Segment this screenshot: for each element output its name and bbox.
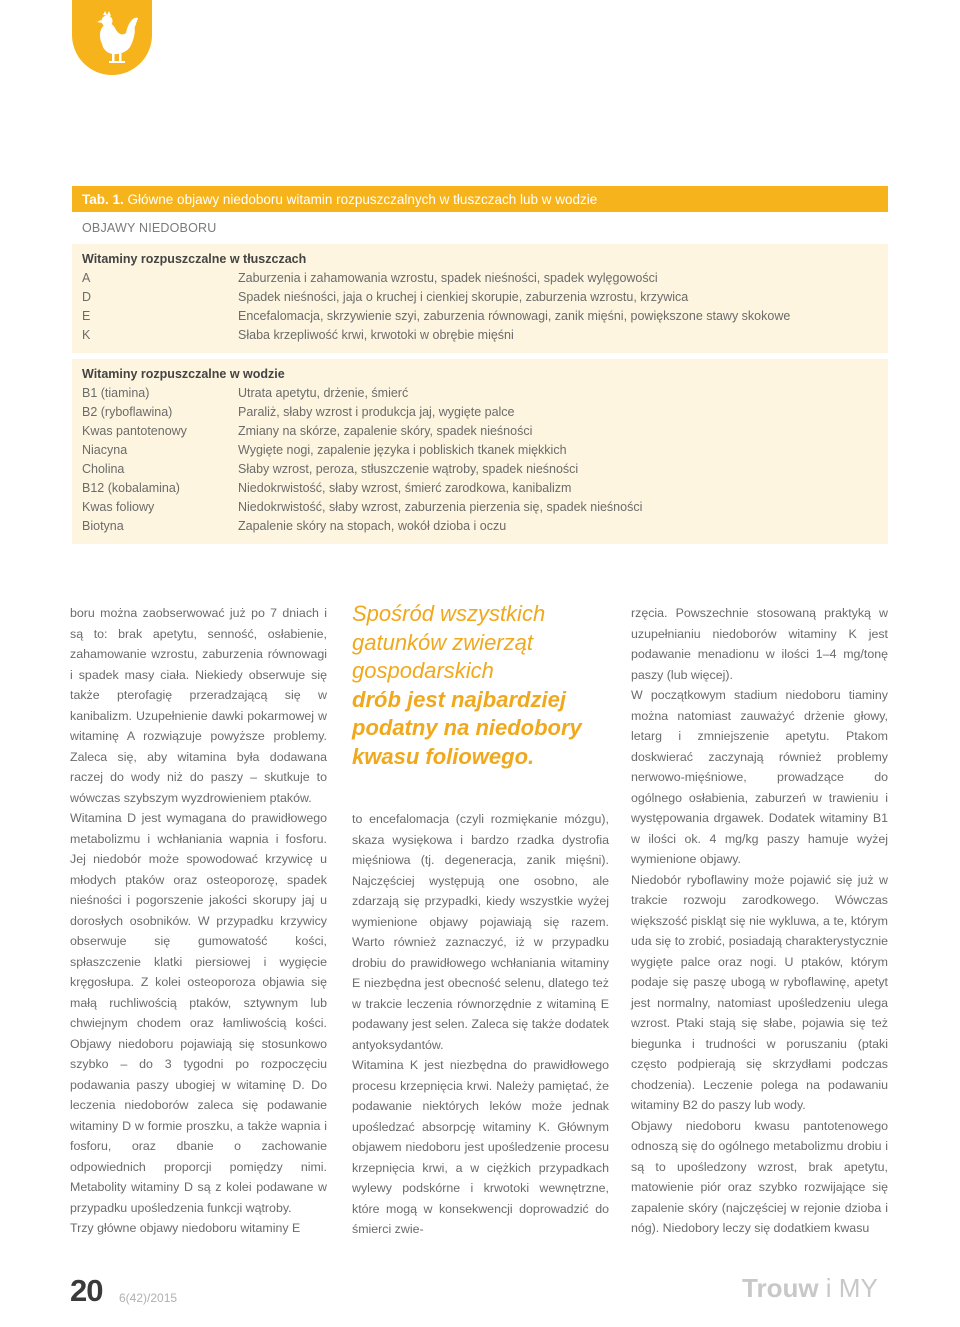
deficiency-symptoms: Słaba krzepliwość krwi, krwotoki w obrębie mięśni — [238, 328, 514, 342]
table-row — [82, 326, 878, 345]
vitamin-name: Biotyna — [82, 519, 124, 533]
brand-logo — [742, 1273, 878, 1304]
section-title: Witaminy rozpuszczalne w wodzie — [82, 367, 285, 381]
vitamin-name: Kwas pantotenowy — [82, 424, 187, 438]
paragraph: boru można zaobserwować już po 7 dniach i są to: brak apetytu, senność, osłabienie, zahamowanie wzrostu, zaburzenia równowagi i spadek masy ciała. Niekiedy obserwuje się także pterofagię przeradzającą się w kanibalizm. Uzupełnienie dawki pokarmowej w witaminę A rozwiązuje powyższe problemy. Zaleca się, aby witamina była dodawana raczej do wody niż do paszy – skutkuje to wówczas szybszym wyzdrowieniem ptaków. — [70, 606, 327, 805]
vitamin-name: B1 (tiamina) — [82, 386, 150, 400]
vitamin-deficiency-table — [72, 186, 888, 544]
article-column-1 — [70, 603, 327, 1239]
table-caption-number: Tab. 1. — [82, 192, 124, 207]
article-column-3 — [631, 603, 888, 1239]
table-row — [82, 269, 878, 288]
pull-quote-line-1: Spośród wszystkich gatunków zwierząt gospodarskich — [352, 601, 546, 683]
deficiency-symptoms: Zaburzenia i zahamowania wzrostu, spadek nieśności, spadek wylęgowości — [238, 271, 658, 285]
deficiency-symptoms: Niedokrwistość, słaby wzrost, śmierć zarodkowa, kanibalizm — [238, 481, 572, 495]
vitamin-name: K — [82, 328, 91, 342]
deficiency-symptoms: Słaby wzrost, peroza, stłuszczenie wątroby, spadek nieśności — [238, 462, 579, 476]
issue-number: 6(42)/2015 — [119, 1291, 178, 1305]
paragraph: Witamina K jest niezbędna do prawidłowego procesu krzepnięcia krwi. Należy pamiętać, że podawanie niektórych leków może jednak upośledzać absorpcję witaminy K. Głównym objawem niedoboru jest upośledzenie procesu krzepnięcia krwi, a w ciężkich przypadkach wylewy podskórne i krwotoki wewnętrzne, które mogą w konsekwencji doprowadzić do śmierci zwie- — [352, 1058, 609, 1236]
vitamin-name: Niacyna — [82, 443, 128, 457]
deficiency-symptoms: Zapalenie skóry na stopach, wokół dzioba i oczu — [238, 519, 507, 533]
table-row — [82, 498, 878, 517]
table-row — [82, 288, 878, 307]
brand-name-bold: Trouw — [742, 1273, 819, 1303]
water-soluble-section — [72, 359, 888, 544]
article-column-2 — [352, 809, 609, 1240]
paragraph: to encefalomacja (czyli rozmiękanie mózgu), skaza wysiękowa i bardzo rzadka dystrofia mięśniowa (tj. degeneracja, zanik mięśni). Najczęściej występują one osobno, ale zdarzają się przypadki, kiedy wszystkie wyżej wymienione objawy pojawiają się razem. Warto również zaznaczyć, iż w przypadku drobiu do prawidłowego wchłaniania witaminy E niezbędna jest obecność selenu, dlatego też w trakcie leczenia równorzędnie z witaminą E podawany jest selen. Zaleca się także dodatek antyoksydantów. — [352, 812, 609, 1052]
table-caption — [72, 186, 888, 212]
paragraph: Niedobór ryboflawiny może pojawić się już w trakcie rozwoju zarodkowego. Wówczas większość piskląt się nie wykluwa, a te, którym uda się to zrobić, posiadają charakterystycznie wygięte palce oraz nogi. U ptaków, którym podaje się paszę ubogą w ryboflawinę, apetyt jest normalny, natomiast upośledzeniu ulega wzrost. Ptaki stają się słabe, pojawia się też biegunka i trudności w poruszaniu (ptaki często podpierają się skrzydłami podczas chodzenia). Leczenie polega na podawaniu witaminy B2 do paszy lub wody. — [631, 872, 888, 1112]
table-row — [82, 460, 878, 479]
table-row — [82, 422, 878, 441]
pull-quote-line-2: drób jest najbardziej podatny na niedobory kwasu foliowego. — [352, 686, 582, 769]
pull-quote — [352, 600, 602, 771]
vitamin-name: B12 (kobalamina) — [82, 481, 180, 495]
table-column-header: OBJAWY NIEDOBORU — [82, 221, 217, 235]
vitamin-name: Kwas foliowy — [82, 500, 155, 514]
fat-soluble-section — [72, 244, 888, 353]
paragraph: rzęcia. Powszechnie stosowaną praktyką w uzupełnianiu niedoborów witaminy K jest podawanie menadionu w ilości 1–4 mg/tonę paszy (lub więcej). — [631, 606, 888, 682]
brand-name-rest: i MY — [818, 1273, 878, 1303]
deficiency-symptoms: Spadek nieśności, jaja o kruchej i cienkiej skorupie, zaburzenia wzrostu, krzywica — [238, 290, 689, 304]
deficiency-symptoms: Paraliż, słaby wzrost i produkcja jaj, wygięte palce — [238, 405, 515, 419]
table-row — [82, 441, 878, 460]
table-row — [82, 517, 878, 536]
rooster-icon — [72, 0, 152, 75]
deficiency-symptoms: Zmiany na skórze, zapalenie skóry, spadek nieśności — [238, 424, 533, 438]
vitamin-name: E — [82, 309, 91, 323]
paragraph: W początkowym stadium niedoboru tiaminy można natomiast zauważyć drżenie głowy, letarg i zmniejszenie apetytu. Ptakom doskwierać zaczynają również problemy nerwowo-mięśniowe, prowadzące do ogólnego osłabienia, zaburzeń w trawieniu i występowania drgawek. Dodatek witaminy B1 w ilości ok. 4 mg/kg paszy hamuje wyżej wymienione objawy. — [631, 688, 888, 866]
section-title: Witaminy rozpuszczalne w tłuszczach — [82, 252, 307, 266]
vitamin-name: D — [82, 290, 92, 304]
paragraph: Trzy główne objawy niedoboru witaminy E — [70, 1221, 301, 1235]
vitamin-name: Cholina — [82, 462, 125, 476]
deficiency-symptoms: Utrata apetytu, drżenie, śmierć — [238, 386, 409, 400]
table-caption-text: Główne objawy niedoboru witamin rozpuszczalnych w tłuszczach lub w wodzie — [127, 192, 598, 207]
vitamin-name: B2 (ryboflawina) — [82, 405, 173, 419]
table-row — [82, 403, 878, 422]
deficiency-symptoms: Encefalomacja, skrzywienie szyi, zaburzenia równowagi, zanik mięśni, powiększone stawy skokowe — [238, 309, 791, 323]
table-row — [82, 479, 878, 498]
deficiency-symptoms: Wygięte nogi, zapalenie języka i pobliskich tkanek miękkich — [238, 443, 567, 457]
deficiency-symptoms: Niedokrwistość, słaby wzrost, zaburzenia pierzenia się, spadek nieśności — [238, 500, 643, 514]
paragraph: Witamina D jest wymagana do prawidłowego metabolizmu i wchłaniania wapnia i fosforu. Jej niedobór może spowodować krzywicę u młodych ptaków oraz osteoporozę, spadek nieśności i pogorszenie jakości skorupy jaj u dorosłych osobników. W przypadku krzywicy obserwuje się gumowatość kości, spłaszczenie klatki piersiowej i wygięcie kręgosłupa. Z kolei osteoporoza objawia się małą ruchliwością ptaków, sztywnym lub chwiejnym chodem oraz łamliwością kości. Objawy niedoboru pojawiają się stosunkowo szybko – do 3 tygodni po rozpoczęciu podawania paszy ubogiej w witaminę D. Do leczenia niedoborów zaleca się podawanie witaminy D w formie proszku, a także wapnia i fosforu, oraz dbanie o zachowanie odpowiednich proporcji pomiędzy nimi. Metabolity witaminy D są z kolei podawane w przypadku upośledzenia funkcji wątroby. — [70, 811, 327, 1215]
table-row — [82, 307, 878, 326]
vitamin-name: A — [82, 271, 91, 285]
paragraph: Objawy niedoboru kwasu pantotenowego odnoszą się do ogólnego metabolizmu drobiu i są to upośledzony wzrost, brak apetytu, matowienie piór oraz szybko rozwijające się zapalenie skóry (najczęściej w rejonie dzioba i nóg). Niedobory leczy się dodatkiem kwasu — [631, 1118, 888, 1235]
page-number: 20 — [70, 1273, 103, 1308]
table-row — [82, 384, 878, 403]
